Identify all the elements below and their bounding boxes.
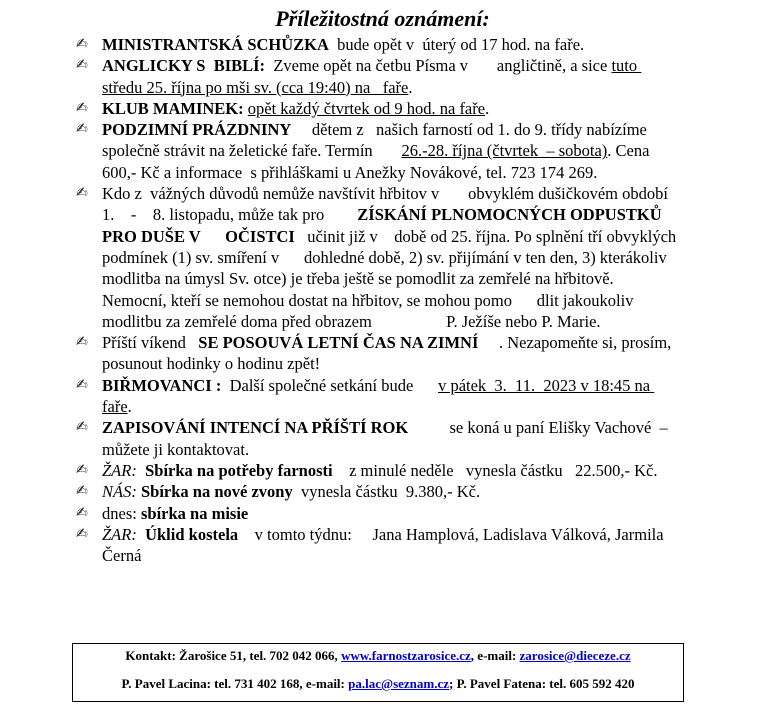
writing-hand-icon: ✍ [76,525,88,542]
announcement-text: . [127,397,132,417]
announcement-intence [70,417,680,460]
announcement-text: MINISTRANTSKÁ SCHŮZKA [102,35,329,54]
announcement-uklid [70,524,680,567]
announcement-klub [70,98,680,119]
announcement-text: sbírka na misie [140,503,249,523]
contact-address: Kontakt: Žarošice 51, tel. 702 042 066, [125,648,342,663]
writing-hand-icon: ✍ [76,99,88,116]
announcement-text: . Cena 600,- Kč a informace s přihláškami u Anežky Novákové, tel. 723 174 269. [102,141,732,182]
writing-hand-icon: ✍ [76,419,88,436]
writing-hand-icon: ✍ [76,57,88,74]
announcement-text: ANGLICKY S BIBLÍ: [102,56,266,76]
writing-hand-icon: ✍ [76,483,88,500]
announcement-text: ŽAR: [102,524,137,544]
announcement-text: . [408,77,413,97]
contact-box [72,643,684,702]
contact-line-priests [73,676,683,692]
priest-lacina-info: P. Pavel Lacina: tel. 731 402 168, e-mail: [121,676,349,691]
writing-hand-icon: ✍ [76,461,88,478]
writing-hand-icon: ✍ [76,376,88,393]
announcement-text: v pátek 3. 11. 2023 v 18:45 na faře [102,375,655,417]
announcement-prazdniny [70,119,732,183]
announcement-text: bude opět v úterý od 17 hod. na faře. [328,35,585,54]
announcement-text: dnes: [102,503,141,523]
announcement-anglicky [70,55,680,98]
priest-fatena-info: ; P. Pavel Fatena: tel. 605 592 420 [449,676,635,691]
announcement-odpustky [70,183,680,332]
announcement-text: vynesla částku 9.380,- Kč. [292,482,481,502]
announcement-sbirka-zar [70,460,680,481]
contact-line-parish [73,648,683,664]
announcement-text: Sbírka na potřeby farnosti [145,460,333,480]
announcement-text: se koná u paní Elišky Vachové – můžete ji kontaktovat. [102,418,672,459]
announcement-sbirka-nas [70,481,680,502]
announcement-text: v tomto týdnu: Jana Hamplová, Ladislava Válková, Jarmila Černá [102,524,668,566]
announcement-text [137,461,145,480]
contact-email-label: , e-mail: [470,648,520,663]
announcement-text [137,525,145,544]
announcement-birmovanci [70,375,680,418]
writing-hand-icon: ✍ [76,504,88,521]
announcement-text: tuto středu 25. října po mši sv. (cca 19:40) na faře [102,56,642,97]
announcement-text: . Nezapomeňte si, prosím, posunout hodinky o hodinu zpět! [102,333,676,374]
announcement-text: opět každý čtvrtek od 9 hod. na faře [247,98,486,118]
announcement-text: ZÍSKÁNÍ PLNOMOCNÝCH ODPUSTKŮ PRO DUŠE V OČISTCI [102,205,666,246]
announcement-text: Příští víkend [102,333,199,353]
writing-hand-icon: ✍ [76,121,88,138]
announcement-text: Kdo z vážných důvodů nemůže navštívit hřbitov v obvyklém dušičkovém období 1. - 8. listopadu, může tak pro [102,184,673,225]
announcement-text: Další společné setkání bude [221,375,439,395]
priest-email-link[interactable]: pa.lac@seznam.cz [348,676,450,691]
announcement-text: Úklid kostela [145,524,239,544]
writing-hand-icon: ✍ [76,36,88,52]
announcement-list [70,34,732,566]
announcement-cas [70,332,680,375]
writing-hand-icon: ✍ [76,185,88,202]
website-link[interactable]: www.farnostzarosice.cz [341,648,471,663]
announcement-text: 26.-28. října (čtvrtek – sobota) [401,141,608,161]
announcement-text: Sbírka na nové zvony [140,482,293,502]
announcement-text: KLUB MAMINEK: [102,98,244,118]
announcement-text: . [485,98,490,118]
writing-hand-icon: ✍ [76,334,88,351]
announcement-text: BIŘMOVANCI : [102,375,222,395]
announcement-ministranti [70,34,680,55]
announcement-text: z minulé neděle vynesla částku 22.500,- Kč. [332,460,658,480]
announcement-text: NÁS: [102,482,137,502]
announcement-text: učinit již v době od 25. října. Po splnění tří obvyklých podmínek (1) sv. smíření v dohledné době, 2) sv. přijímání v ten den, 3) kterákoliv modlitba na úmysl Sv. otce) je třeba ještě se pomodlit za zemřelé na hřbitově. Nemocní, kteří se nemohou dostat na hřbitov, se mohou pomo dlit jakoukoliv modlitbu za zemřelé doma před obrazem P. Ježíše nebo P. Marie. [102,226,681,331]
announcement-text: ŽAR: [102,460,137,480]
announcement-text: ZAPISOVÁNÍ INTENCÍ NA PŘÍŠTÍ ROK [102,418,409,438]
announcement-text: dětem z našich farností od 1. do 9. třídy nabízíme společně strávit na želetické faře. Termín [102,120,652,161]
announcement-misie [70,503,680,524]
announcement-text: SE POSOUVÁ LETNÍ ČAS NA ZIMNÍ [198,333,479,353]
page-title: Příležitostná oznámení: [275,6,490,31]
announcement-text: PODZIMNÍ PRÁZDNINY [102,120,292,140]
announcement-text: Zveme opět na četbu Písma v angličtině, a sice [265,56,612,76]
parish-email-link[interactable]: zarosice@dieceze.cz [519,648,631,663]
